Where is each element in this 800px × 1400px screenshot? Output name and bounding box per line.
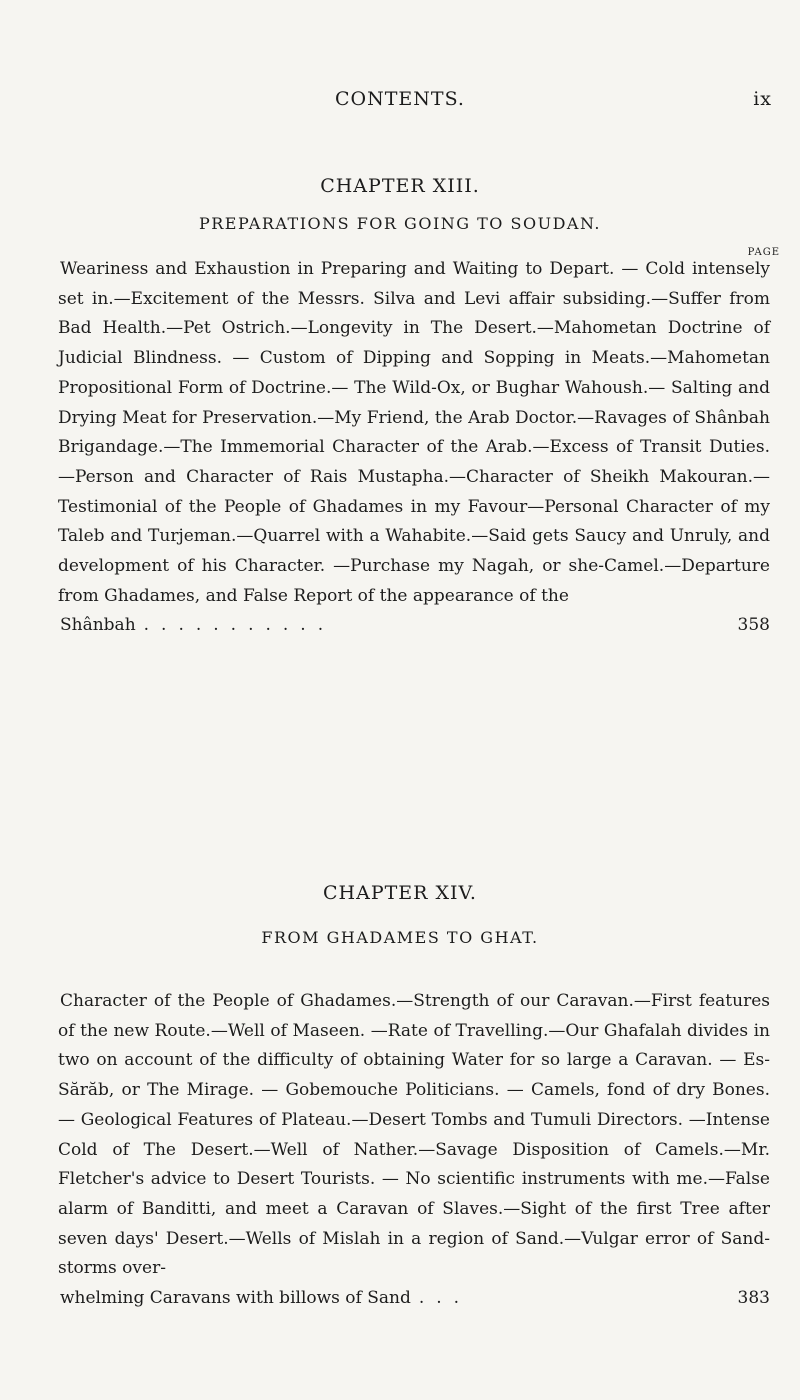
chapter-14-summary-last-line: [58, 1284, 770, 1314]
chapter-13-summary: [58, 255, 770, 641]
chapter-14-summary-end: whelming Caravans with billows of Sand: [60, 1288, 411, 1309]
chapter-13-subtitle: PREPARATIONS FOR GOING TO SOUDAN.: [198, 214, 602, 233]
chapter-14-summary-text: Character of the People of Ghadames.—Strength of our Caravan.—First features of the new Route.—Well of Maseen. —Rate of Travelling.—Our Ghafalah divides in two on account of the difficulty of obtaining Water for so large a Caravan. — Es-Sărăb, or The Mirage. — Gobemouche Politicians. — Camels, fond of dry Bones. — Geological Features of Plateau.—Desert Tombs and Tumuli Directors. —Intense Cold of The Desert.—Well of Nather.—Savage Disposition of Camels.—Mr. Fletcher's advice to Desert Tourists. — No scientific instruments with me.—False alarm of Banditti, and meet a Caravan of Slaves.—Sight of the first Tree after seven days' Desert.—Wells of Mislah in a region of Sand.—Vulgar error of Sand-storms over-: [58, 991, 770, 1279]
chapter-13-summary-last-line: [58, 611, 770, 641]
chapter-14-title: CHAPTER XIV.: [323, 882, 477, 904]
chapter-13-summary-end: Shânbah: [60, 615, 136, 636]
chapter-14-subtitle: FROM GHADAMES TO GHAT.: [261, 928, 539, 947]
chapter-13-title: CHAPTER XIII.: [320, 175, 480, 197]
chapter-14-summary: [58, 987, 770, 1314]
chapter-14-page: 383: [737, 1288, 770, 1309]
chapter-14-dot-leader: ...: [418, 1288, 472, 1309]
page-column-label: PAGE: [747, 247, 780, 258]
running-head: [0, 88, 800, 118]
page-number: ix: [753, 88, 772, 110]
chapter-13-page: 358: [737, 615, 770, 636]
chapter-13-summary-text: Weariness and Exhaustion in Preparing and Waiting to Depart. — Cold intensely set in.—Excitement of the Messrs. Silva and Levi affair subsiding.—Suffer from Bad Health.—Pet Ostrich.—Longevity in The Desert.—Mahometan Doctrine of Judicial Blindness. — Custom of Dipping and Sopping in Meats.—Mahometan Propositional Form of Doctrine.— The Wild-Ox, or Bughar Wahoush.— Salting and Drying Meat for Preservation.—My Friend, the Arab Doctor.—Ravages of Shânbah Brigandage.—The Immemorial Character of the Arab.—Excess of Transit Duties.—Person and Character of Rais Mustapha.—Character of Sheikh Makouran.—Testimonial of the People of Ghadames in my Favour—Personal Character of my Taleb and Turjeman.—Quarrel with a Wahabite.—Said gets Saucy and Unruly, and development of his Character. —Purchase my Nagah, or she-Camel.—Departure from Ghadames, and False Report of the appearance of the: [58, 259, 770, 606]
chapter-13-dot-leader: ...........: [143, 615, 336, 636]
running-head-title: CONTENTS.: [335, 88, 465, 110]
